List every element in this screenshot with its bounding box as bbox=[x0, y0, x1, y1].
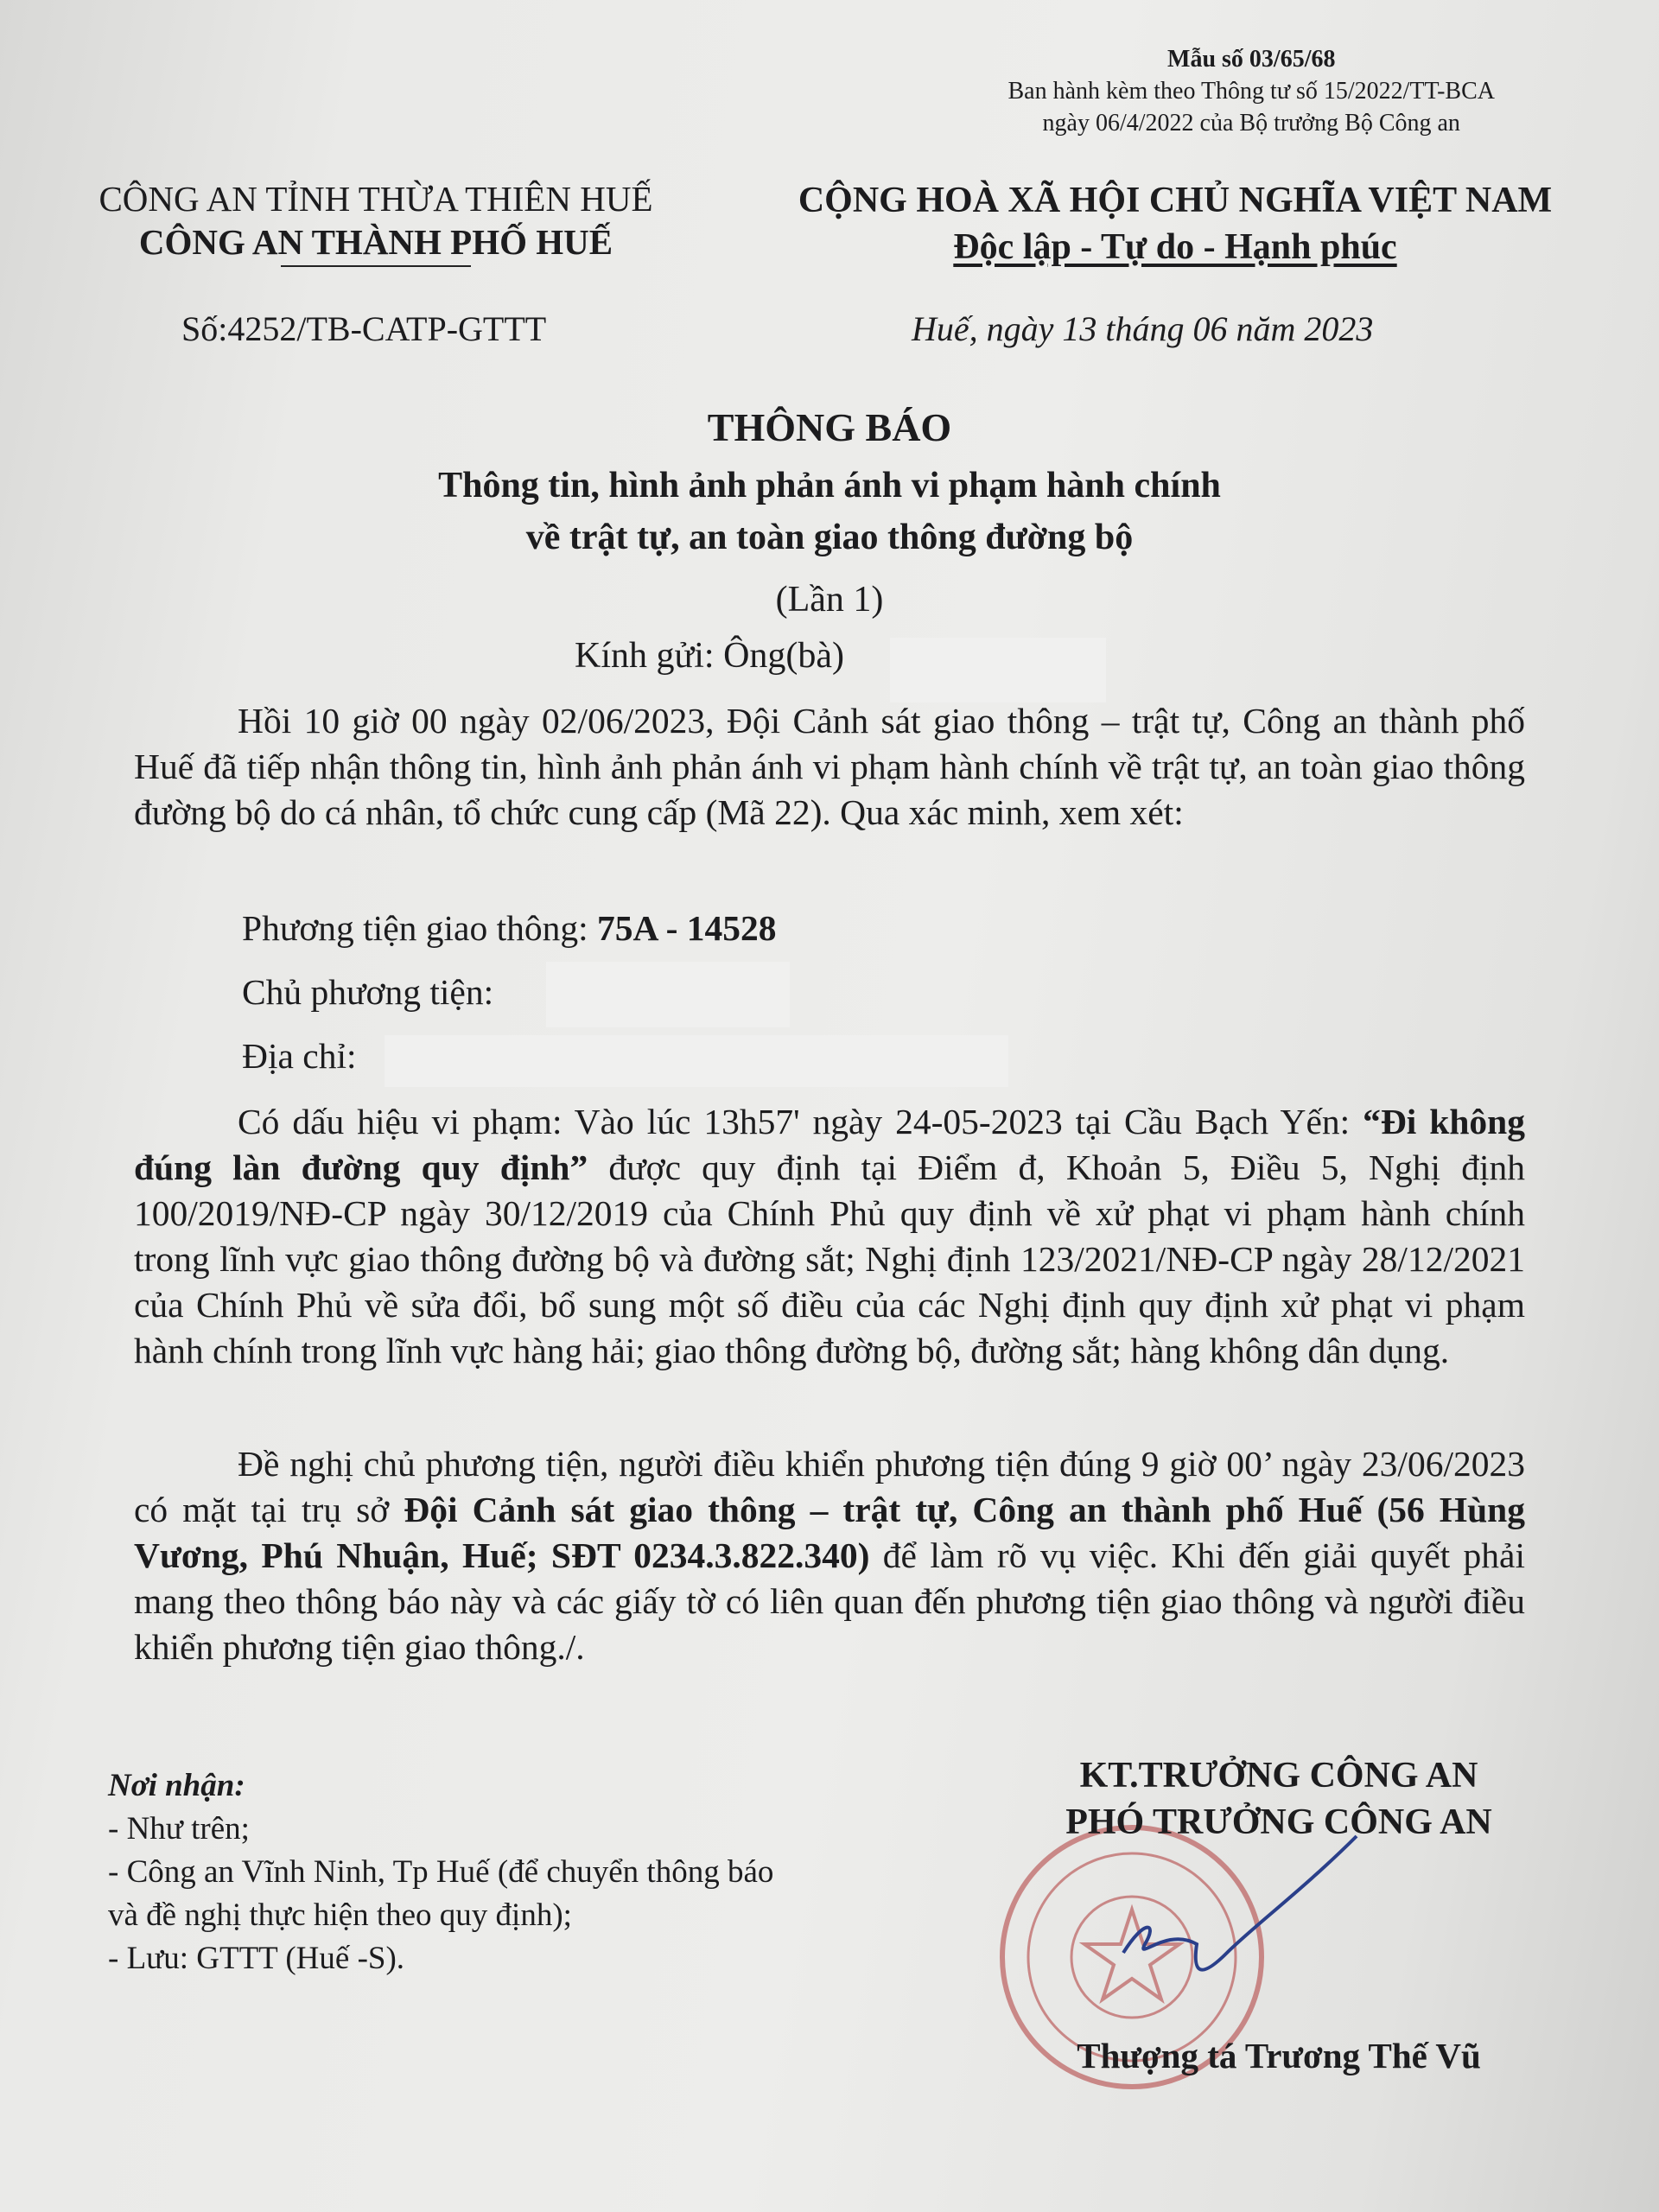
agency-header bbox=[69, 177, 683, 267]
request-paragraph bbox=[134, 1441, 1525, 1670]
vehicle-line bbox=[242, 907, 777, 949]
agency-name: CÔNG AN THÀNH PHỐ HUẾ bbox=[138, 222, 613, 262]
recipient-item: và đề nghị thực hiện theo quy định); bbox=[108, 1897, 572, 1933]
request-text-2: để làm rõ vụ việc. Khi đến giải quyết phải mang theo thông báo này và các giấy tờ có liên quan đến phương tiện giao thông và người điều khiển phương tiện giao thông./. bbox=[134, 1535, 1525, 1667]
recipient-label: Kính gửi: Ông(bà) bbox=[575, 636, 845, 676]
redacted-owner-name bbox=[546, 962, 790, 1027]
signature-position: PHÓ TRƯỞNG CÔNG AN bbox=[1065, 1802, 1492, 1842]
intro-paragraph: Hồi 10 giờ 00 ngày 02/06/2023, Đội Cảnh sát giao thông – trật tự, Công an thành phố Huế đã tiếp nhận thông tin, hình ảnh phản ánh vi phạm hành chính về trật tự, an toàn giao thông đường bộ do cá nhân, tổ chức cung cấp (Mã 22). Qua xác minh, xem xét: bbox=[134, 701, 1525, 832]
national-motto: Độc lập - Tự do - Hạnh phúc bbox=[953, 227, 1397, 267]
occurrence-label: (Lần 1) bbox=[775, 580, 884, 620]
owner-line bbox=[242, 971, 493, 1013]
vehicle-plate: 75A - 14528 bbox=[597, 908, 777, 948]
violation-legal-basis: được quy định tại Điểm đ, Khoản 5, Điều 5, Nghị định 100/2019/NĐ-CP ngày 30/12/2019 của Chính Phủ quy định về xử phạt vi phạm hành chính trong lĩnh vực giao thông đường bộ và đường sắt; Nghị định 123/2021/NĐ-CP ngày 28/12/2021 của Chính Phủ về sửa đổi, bổ sung một số điều của các Nghị định quy định xử phạt vi phạm hành chính trong lĩnh vực hàng hải; giao thông đường bộ, đường sắt; hàng không dân dụng. bbox=[134, 1147, 1525, 1370]
form-reference bbox=[1008, 43, 1496, 139]
redacted-recipient-name bbox=[890, 638, 1106, 702]
document-subtitle-1: Thông tin, hình ảnh phản ánh vi phạm hành chính bbox=[438, 466, 1221, 505]
document-title: THÔNG BÁO bbox=[707, 405, 952, 449]
violation-intro: Có dấu hiệu vi phạm: Vào lúc 13h57' ngày 24-05-2023 tại Cầu Bạch Yến: bbox=[238, 1102, 1351, 1141]
seal-inner-ring bbox=[1028, 1853, 1236, 2061]
request-office: Đội Cảnh sát giao thông – trật tự, Công an thành phố Huế (56 Hùng Vương, Phú Nhuận, Huế; SĐT 0234.3.822.340) bbox=[134, 1490, 1525, 1575]
agency-underline bbox=[281, 265, 471, 267]
document-subtitle-2: về trật tự, an toàn giao thông đường bộ bbox=[525, 518, 1134, 557]
signature-block bbox=[950, 1752, 1607, 1846]
seal-star-icon bbox=[1084, 1910, 1179, 1999]
national-name: CỘNG HOÀ XÃ HỘI CHỦ NGHĨA VIỆT NAM bbox=[798, 181, 1553, 220]
recipients-block bbox=[108, 1764, 773, 1980]
national-header bbox=[743, 177, 1607, 270]
redacted-address bbox=[385, 1035, 1008, 1087]
owner-label: Chủ phương tiện: bbox=[242, 972, 494, 1012]
recipient-item: - Công an Vĩnh Ninh, Tp Huế (để chuyển thông báo bbox=[108, 1854, 774, 1890]
document-number: Số:4252/TB-CATP-GTTT bbox=[181, 309, 547, 348]
address-line bbox=[242, 1035, 357, 1077]
request-text-1: Đề nghị chủ phương tiện, người điều khiển phương tiện đúng 9 giờ 00’ ngày 23/06/2023 có mặt tại trụ sở bbox=[134, 1444, 1525, 1529]
recipients-heading: Nơi nhận: bbox=[108, 1768, 245, 1803]
recipient-item: - Như trên; bbox=[108, 1811, 250, 1847]
signer-name: Thượng tá Trương Thế Vũ bbox=[1077, 2036, 1481, 2075]
form-code: Mẫu số 03/65/68 bbox=[1167, 46, 1336, 73]
violation-paragraph bbox=[134, 1099, 1525, 1374]
violation-offense: “Đi không đúng làn đường quy định” bbox=[134, 1102, 1525, 1187]
form-issuance: Ban hành kèm theo Thông tư số 15/2022/TT-BCA bbox=[1007, 78, 1495, 105]
address-label: Địa chỉ: bbox=[242, 1036, 357, 1076]
recipient-item: - Lưu: GTTT (Huế -S). bbox=[108, 1941, 405, 1976]
document-date: Huế, ngày 13 tháng 06 năm 2023 bbox=[912, 309, 1374, 348]
agency-parent: CÔNG AN TỈNH THỪA THIÊN HUẾ bbox=[99, 179, 653, 219]
signature-title: KT.TRƯỞNG CÔNG AN bbox=[1079, 1756, 1478, 1796]
form-issuance-date: ngày 06/4/2022 của Bộ trưởng Bộ Công an bbox=[1042, 110, 1460, 137]
vehicle-label: Phương tiện giao thông: bbox=[242, 908, 588, 948]
